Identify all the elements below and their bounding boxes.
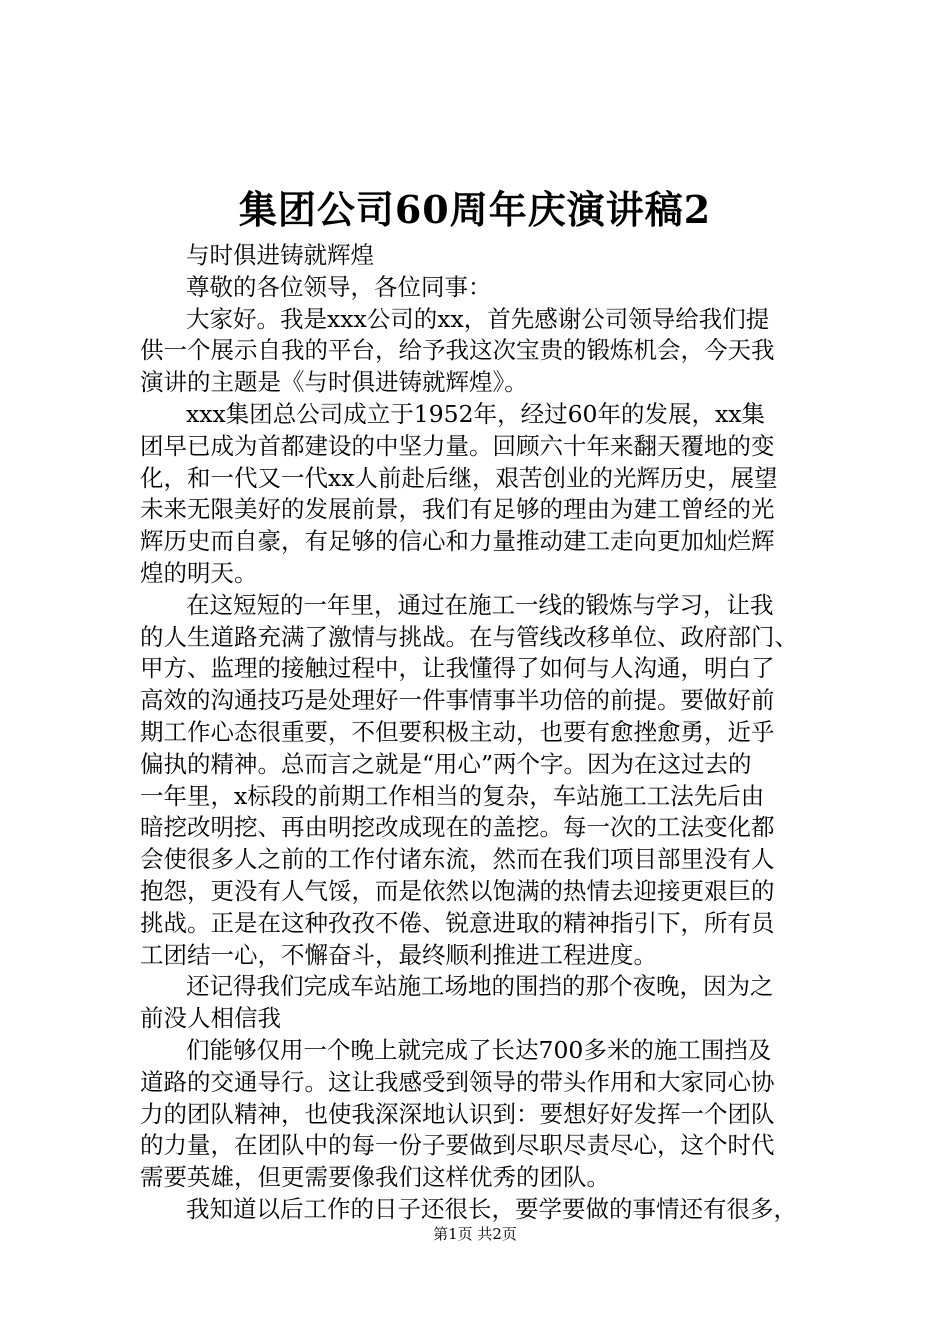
text-line: 前没人相信我 [140,1004,281,1033]
text-line: 的力量，在团队中的每一份子要做到尽职尽责尽心，这个时代 [140,1131,775,1160]
text-line: 在这短短的一年里，通过在施工一线的锻炼与学习，让我 [186,590,774,619]
text-line: 需要英雄，但更需要像我们这样优秀的团队。 [140,1163,610,1192]
text-line: 高效的沟通技巧是处理好一件事情事半功倍的前提。要做好前 [140,686,775,715]
document-body [140,240,820,1226]
text-line: 团早已成为首都建设的中坚力量。回顾六十年来翻天覆地的变 [140,431,775,460]
text-line: 未来无限美好的发展前景，我们有足够的理由为建工曾经的光 [140,495,775,524]
text-line: 与时俱进铸就辉煌 [186,241,374,269]
text-line: 尊敬的各位领导，各位同事： [186,272,492,301]
page-footer: 第1页 共2页 [433,1225,517,1243]
text-line: 道路的交通导行。这让我感受到领导的带头作用和大家同心协 [140,1067,775,1096]
text-line: 偏执的精神。总而言之就是“用心”两个字。因为在这过去的 [140,749,752,778]
page-title: 集团公司60周年庆演讲稿2 [238,187,712,232]
text-line: 期工作心态很重要，不但要积极主动，也要有愈挫愈勇，近乎 [140,717,775,746]
text-line: 还记得我们完成车站施工场地的围挡的那个夜晚，因为之 [186,972,774,1001]
text-line: 辉历史而自豪，有足够的信心和力量推动建工走向更加灿烂辉 [140,527,775,556]
text-line: 化，和一代又一代xx人前赴后继，艰苦创业的光辉历史，展望 [140,463,778,492]
text-line: xxx集团总公司成立于1952年，经过60年的发展，xx集 [186,399,765,428]
text-line: 的人生道路充满了激情与挑战。在与管线改移单位、政府部门、 [140,622,798,651]
text-line: 一年里，x标段的前期工作相当的复杂，车站施工工法先后由 [140,781,765,810]
text-line: 演讲的主题是《与时俱进铸就辉煌》。 [140,368,528,397]
text-line: 们能够仅用一个晚上就完成了长达700多米的施工围挡及 [186,1035,772,1064]
text-line: 力的团队精神，也使我深深地认识到：要想好好发挥一个团队 [140,1099,775,1128]
text-line: 供一个展示自我的平台，给予我这次宝贵的锻炼机会，今天我 [140,336,775,365]
text-line: 会使很多人之前的工作付诸东流，然而在我们项目部里没有人 [140,845,775,874]
text-line: 我知道以后工作的日子还很长，要学要做的事情还有很多， [186,1194,797,1223]
text-line: 甲方、监理的接触过程中，让我懂得了如何与人沟通，明白了 [140,654,775,683]
text-line: 挑战。正是在这种孜孜不倦、锐意进取的精神指引下，所有员 [140,908,775,937]
text-line: 抱怨，更没有人气馁，而是依然以饱满的热情去迎接更艰巨的 [140,876,775,905]
text-line: 工团结一心，不懈奋斗，最终顺利推进工程进度。 [140,940,657,969]
text-line: 煌的明天。 [140,558,258,587]
text-line: 大家好。我是xxx公司的xx，首先感谢公司领导给我们提 [186,304,770,333]
text-line: 暗挖改明挖、再由明挖改成现在的盖挖。每一次的工法变化都 [140,813,775,842]
